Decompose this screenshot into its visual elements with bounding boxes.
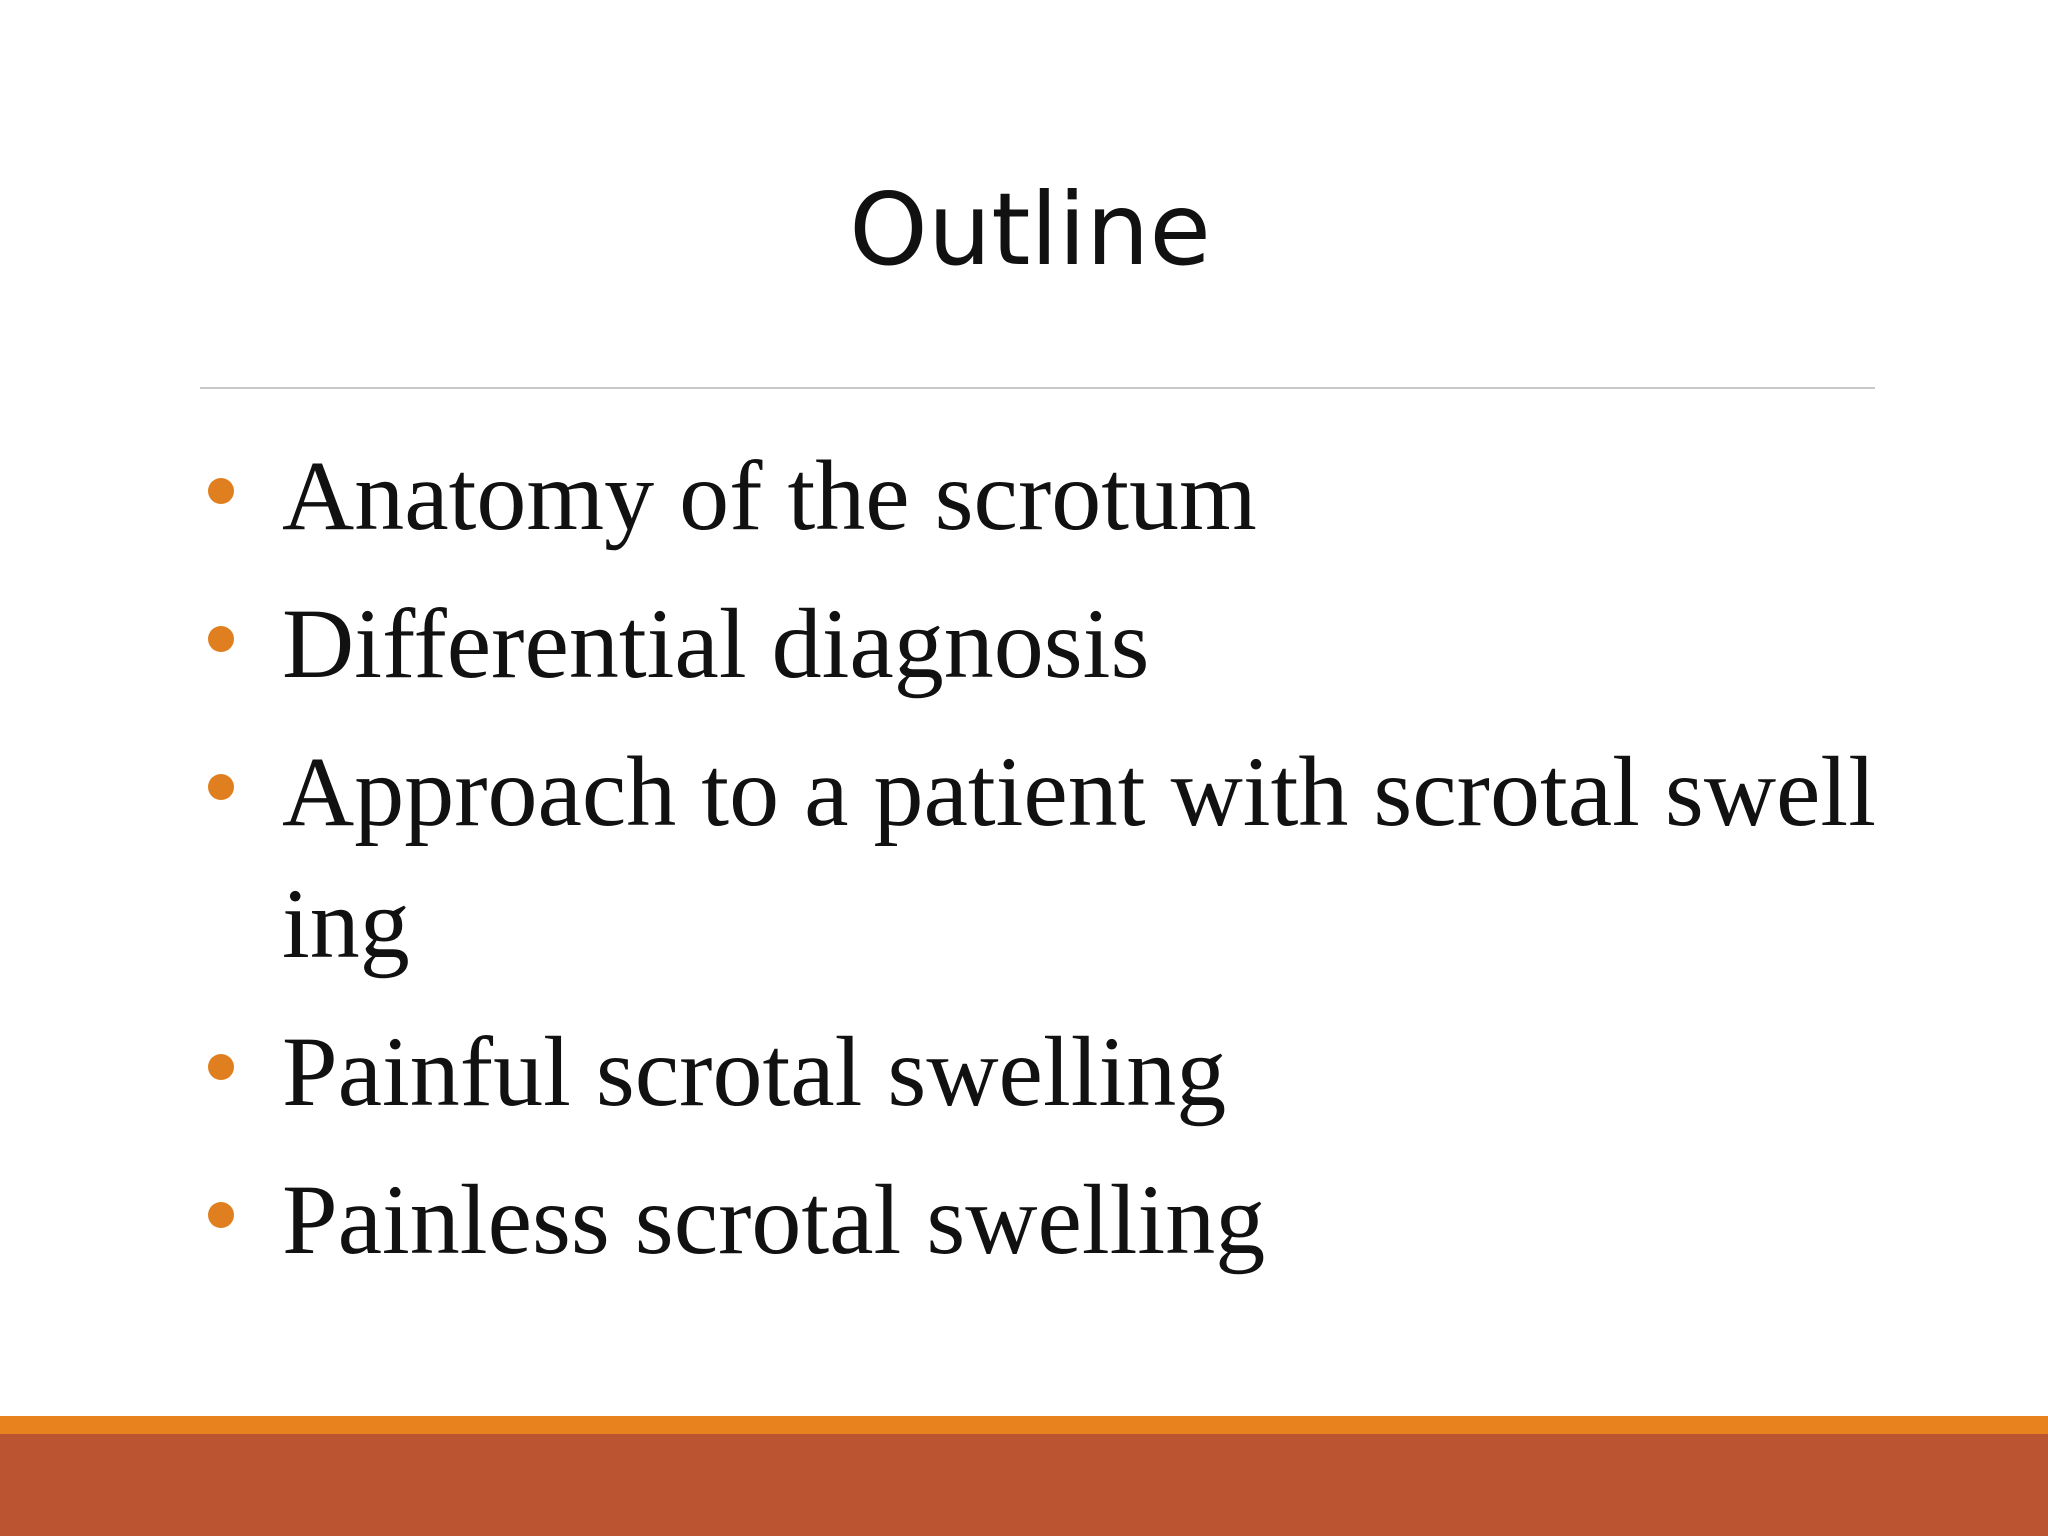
bullet-icon (208, 1202, 234, 1228)
slide-title: Outline (849, 171, 1211, 288)
bullet-text: Painful scrotal swelling (282, 1016, 1227, 1127)
bullet-list (200, 430, 1880, 1302)
list-item (200, 726, 1880, 990)
list-item (200, 430, 1880, 562)
bullet-icon (208, 478, 234, 504)
title-divider (200, 387, 1875, 389)
bullet-icon (208, 1054, 234, 1080)
bullet-icon (208, 626, 234, 652)
bullet-icon (208, 774, 234, 800)
bullet-text: Anatomy of the scrotum (282, 440, 1257, 551)
list-item (200, 1154, 1880, 1286)
footer-stripe (0, 1416, 2048, 1434)
bullet-text: Painless scrotal swelling (282, 1164, 1266, 1275)
list-item (200, 1006, 1880, 1138)
footer-band (0, 1434, 2048, 1536)
list-item (200, 578, 1880, 710)
bullet-text: Approach to a patient with scrotal swelling (282, 736, 1876, 979)
bullet-text: Differential diagnosis (282, 588, 1150, 699)
